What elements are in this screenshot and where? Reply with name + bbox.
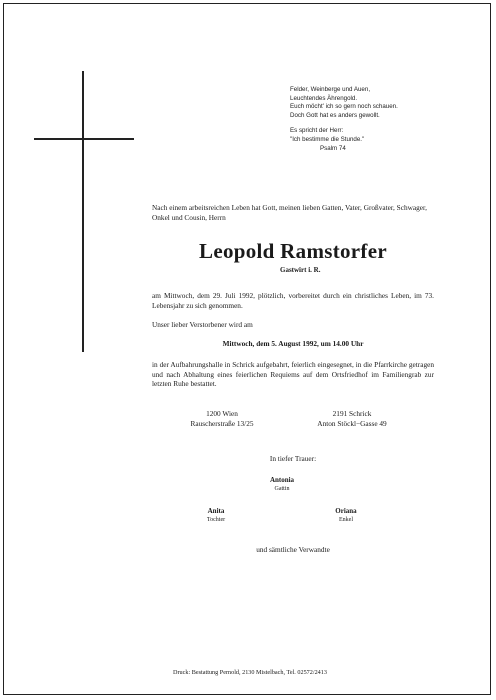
mourner-relation: Enkel bbox=[339, 517, 353, 523]
deceased-name: Leopold Ramstorfer bbox=[199, 239, 387, 263]
ceremony-paragraph: in der Aufbahrungshalle in Schrick aufgebahrt, feierlich eingesegnet, in die Pfarrkirche getragen und nach Abhaltung eines feierlichen Requiems auf dem Ortsfriedhof im Familiengrab zur letzten Ruhe bestattet. bbox=[152, 360, 434, 389]
quote-source: Psalm 74 bbox=[320, 144, 346, 152]
address-city: 2191 Schrick bbox=[332, 409, 372, 418]
mourner-name: Oriana bbox=[335, 507, 357, 515]
funeral-date: Mittwoch, dem 5. August 1992, um 14.00 Uhr bbox=[222, 339, 364, 348]
poem-line: Doch Gott hat es anders gewollt. bbox=[290, 111, 380, 119]
mourner-anita bbox=[156, 506, 276, 525]
mourner-relation: Tochter bbox=[206, 517, 226, 523]
mourner-oriana bbox=[286, 506, 406, 525]
page-border bbox=[3, 3, 491, 695]
address-vienna bbox=[170, 409, 274, 428]
address-city: 1200 Wien bbox=[206, 409, 238, 418]
mourner-name: Anita bbox=[207, 507, 225, 515]
address-schrick bbox=[300, 409, 404, 428]
deceased-occupation: Gastwirt i. R. bbox=[280, 266, 321, 274]
poem-spacer bbox=[290, 120, 398, 127]
cross-horizontal-bar bbox=[34, 138, 134, 140]
relatives-line: und sämtliche Verwandte bbox=[256, 545, 330, 554]
poem-block bbox=[290, 86, 398, 153]
poem-line: Felder, Weinberge und Auen, bbox=[290, 86, 371, 93]
quote-text: "Ich bestimme die Stunde." bbox=[290, 135, 365, 143]
mourner-relation: Gattin bbox=[274, 486, 290, 492]
printer-footer: Druck: Bestattung Pernold, 2130 Mistelbach, Tel. 02572/2413 bbox=[173, 669, 327, 676]
mourner-antonia bbox=[222, 475, 342, 494]
lying-intro: Unser lieber Verstorbener wird am bbox=[152, 320, 253, 329]
cross-vertical-bar bbox=[82, 71, 84, 352]
quote-intro: Es spricht der Herr: bbox=[290, 127, 344, 135]
address-street: Rauscherstraße 13/25 bbox=[190, 418, 254, 428]
intro-text: Nach einem arbeitsreichen Leben hat Gott, meinen lieben Gatten, Vater, Großvater, Schwager, Onkel und Cousin, Herrn bbox=[152, 203, 427, 222]
mourner-name: Antonia bbox=[269, 476, 295, 484]
death-paragraph: am Mittwoch, dem 29. Juli 1992, plötzlich, vorbereitet durch ein christliches Leben, im 73. Lebensjahr zu sich genommen. bbox=[152, 291, 434, 310]
poem-line: Leuchtendes Ährengold. bbox=[290, 94, 358, 102]
address-street: Anton Stöckl−Gasse 49 bbox=[317, 418, 387, 428]
poem-line: Euch möcht' ich so gern noch schauen. bbox=[290, 103, 398, 111]
mourning-heading: In tiefer Trauer: bbox=[269, 454, 317, 463]
